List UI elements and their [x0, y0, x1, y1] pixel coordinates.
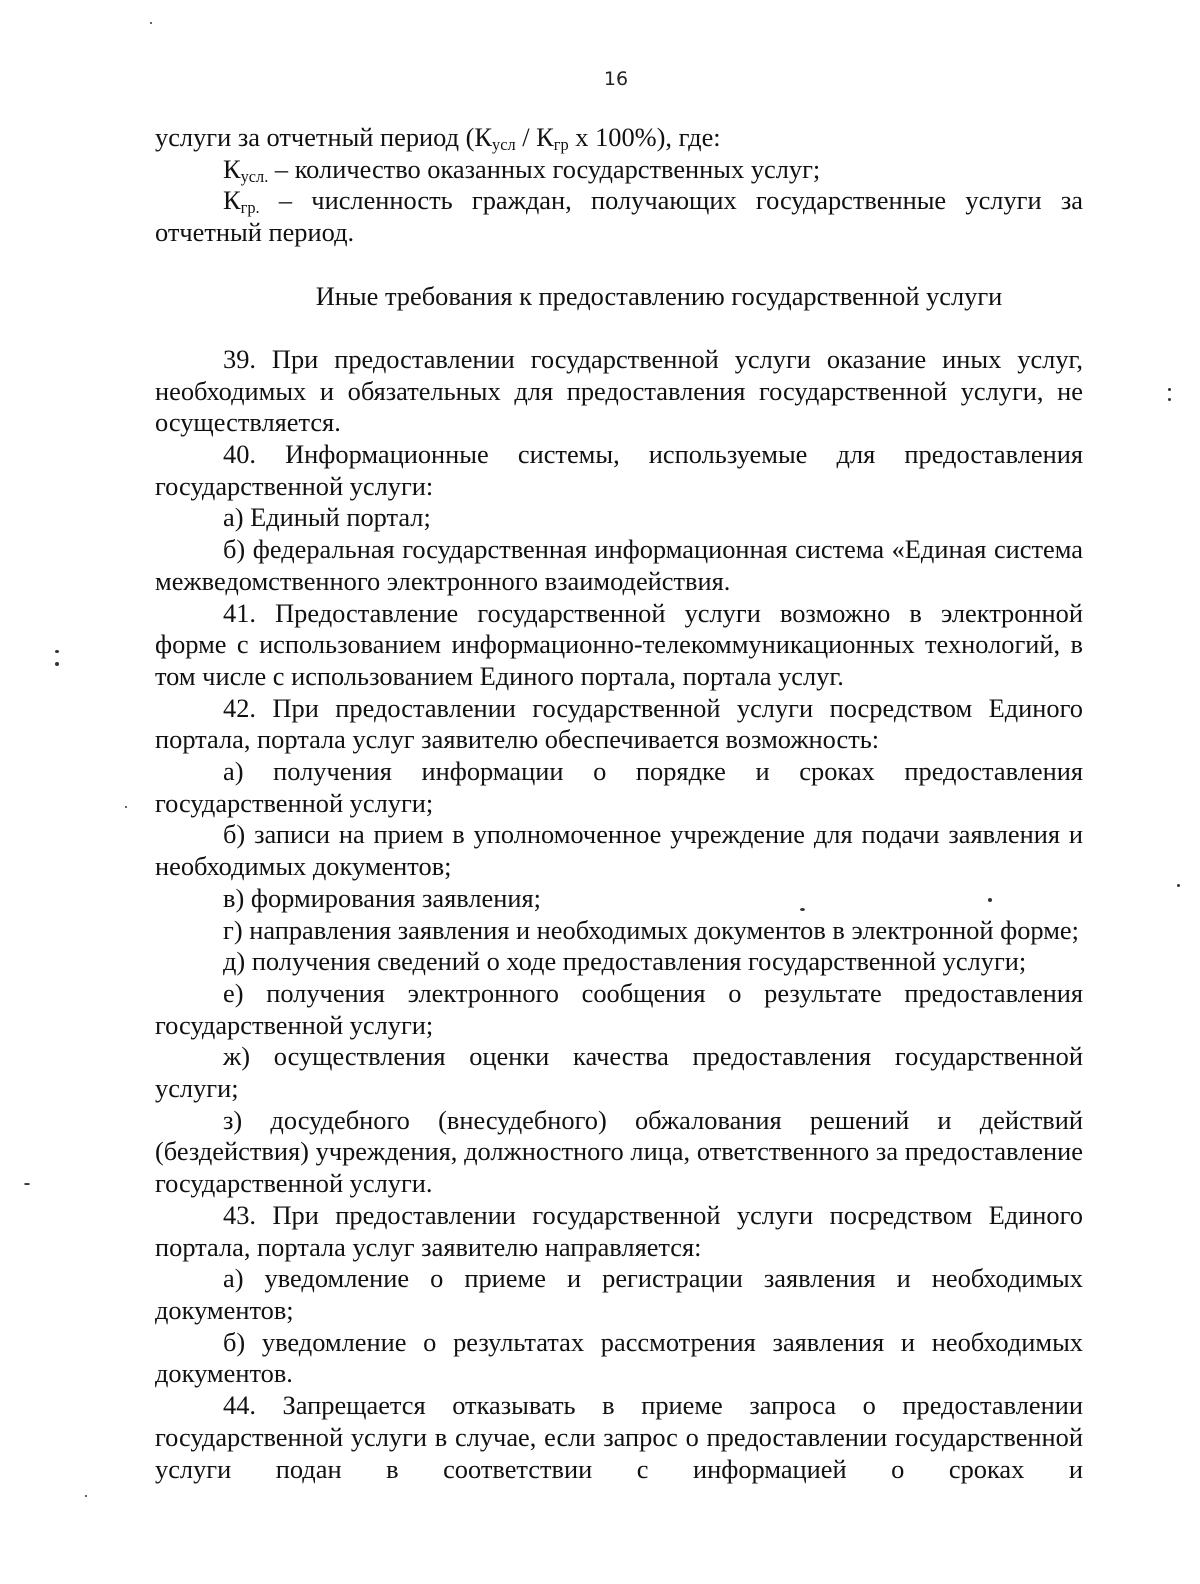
scan-speck — [150, 22, 152, 24]
page-number: 16 — [603, 68, 629, 90]
scan-speck — [55, 662, 59, 666]
paragraph-42-z: з) досудебного (внесудебного) обжалования решений и действий (бездействия) учреждения, должностного лица, ответственного за предоставление государственной услуги. — [155, 1104, 1083, 1199]
scan-speck — [55, 650, 59, 653]
spacer — [155, 249, 1083, 281]
paragraph-42-e: е) получения электронного сообщения о результате предоставления государственной услуги; — [155, 977, 1083, 1040]
scan-speck — [1168, 388, 1171, 391]
scan-speck — [24, 1183, 30, 1185]
paragraph-43-a: а) уведомление о приеме и регистрации заявления и необходимых документов; — [155, 1263, 1083, 1325]
paragraph-41: 41. Предоставление государственной услуги возможно в электронной форме с использованием информационно-телекоммуникационных технологий, в том числе с использованием Единого портала, портала услуг. — [155, 597, 1083, 691]
scan-speck — [800, 908, 805, 911]
scan-speck — [988, 898, 992, 902]
section-heading: Иные требования к предоставлению государственной услуги — [315, 280, 1003, 311]
paragraph-42-d: д) получения сведений о ходе предоставления государственной услуги; — [223, 946, 1027, 977]
scan-speck — [125, 806, 127, 808]
paragraph-42-g: г) направления заявления и необходимых документов в электронной форме; — [223, 914, 1079, 945]
definition-kusl: $К_{усл.}$ – количество оказанных государственных услуг; — [223, 153, 821, 186]
paragraph-40-b: б) федеральная государственная информационная система «Единая система межведомственного электронного взаимодействия. — [155, 534, 1083, 596]
scan-speck — [1177, 884, 1180, 887]
definition-kgr: $К_{гр.}$ – численность граждан, получающих государственные услуги за отчетный период. — [155, 185, 1083, 248]
paragraph-40: 40. Информационные системы, используемые для предоставления государственной услуги: — [155, 439, 1083, 501]
paragraph-42-a: а) получения информации о порядке и сроках предоставления государственной услуги; — [155, 756, 1083, 818]
paragraph-43: 43. При предоставлении государственной услуги посредством Единого портала, портала услуг заявителю направляется: — [155, 1199, 1083, 1262]
paragraph-44: 44. Запрещается отказывать в приеме запроса о предоставлении государственной услуги в случае, если запрос о предоставлении государственной услуги подан в соответствии с информацией о сроках и — [155, 1390, 1083, 1484]
paragraph-42-zh: ж) осуществления оценки качества предоставления государственной услуги; — [155, 1041, 1083, 1104]
paragraph-42-b: б) записи на прием в уполномоченное учреждение для подачи заявления и необходимых документов; — [155, 819, 1083, 882]
spacer — [155, 312, 1083, 344]
paragraph-40-a: а) Единый портал; — [223, 502, 431, 533]
paragraph-43-b: б) уведомление о результатах рассмотрения заявления и необходимых документов. — [155, 1326, 1083, 1389]
formula-line: услуги за отчетный период ($К_{усл} / К_{гр}$ х 100%), где: — [155, 122, 721, 155]
document-body — [155, 122, 1083, 1485]
scan-speck — [85, 1495, 87, 1497]
paragraph-42-v: в) формирования заявления; — [223, 882, 541, 913]
paragraph-39: 39. При предоставлении государственной услуги оказание иных услуг, необходимых и обязательных для предоставления государственной услуги, не осуществляется. — [155, 343, 1083, 438]
scan-speck — [1168, 398, 1171, 401]
paragraph-42: 42. При предоставлении государственной услуги посредством Единого портала, портала услуг заявителю обеспечивается возможность: — [155, 692, 1083, 755]
